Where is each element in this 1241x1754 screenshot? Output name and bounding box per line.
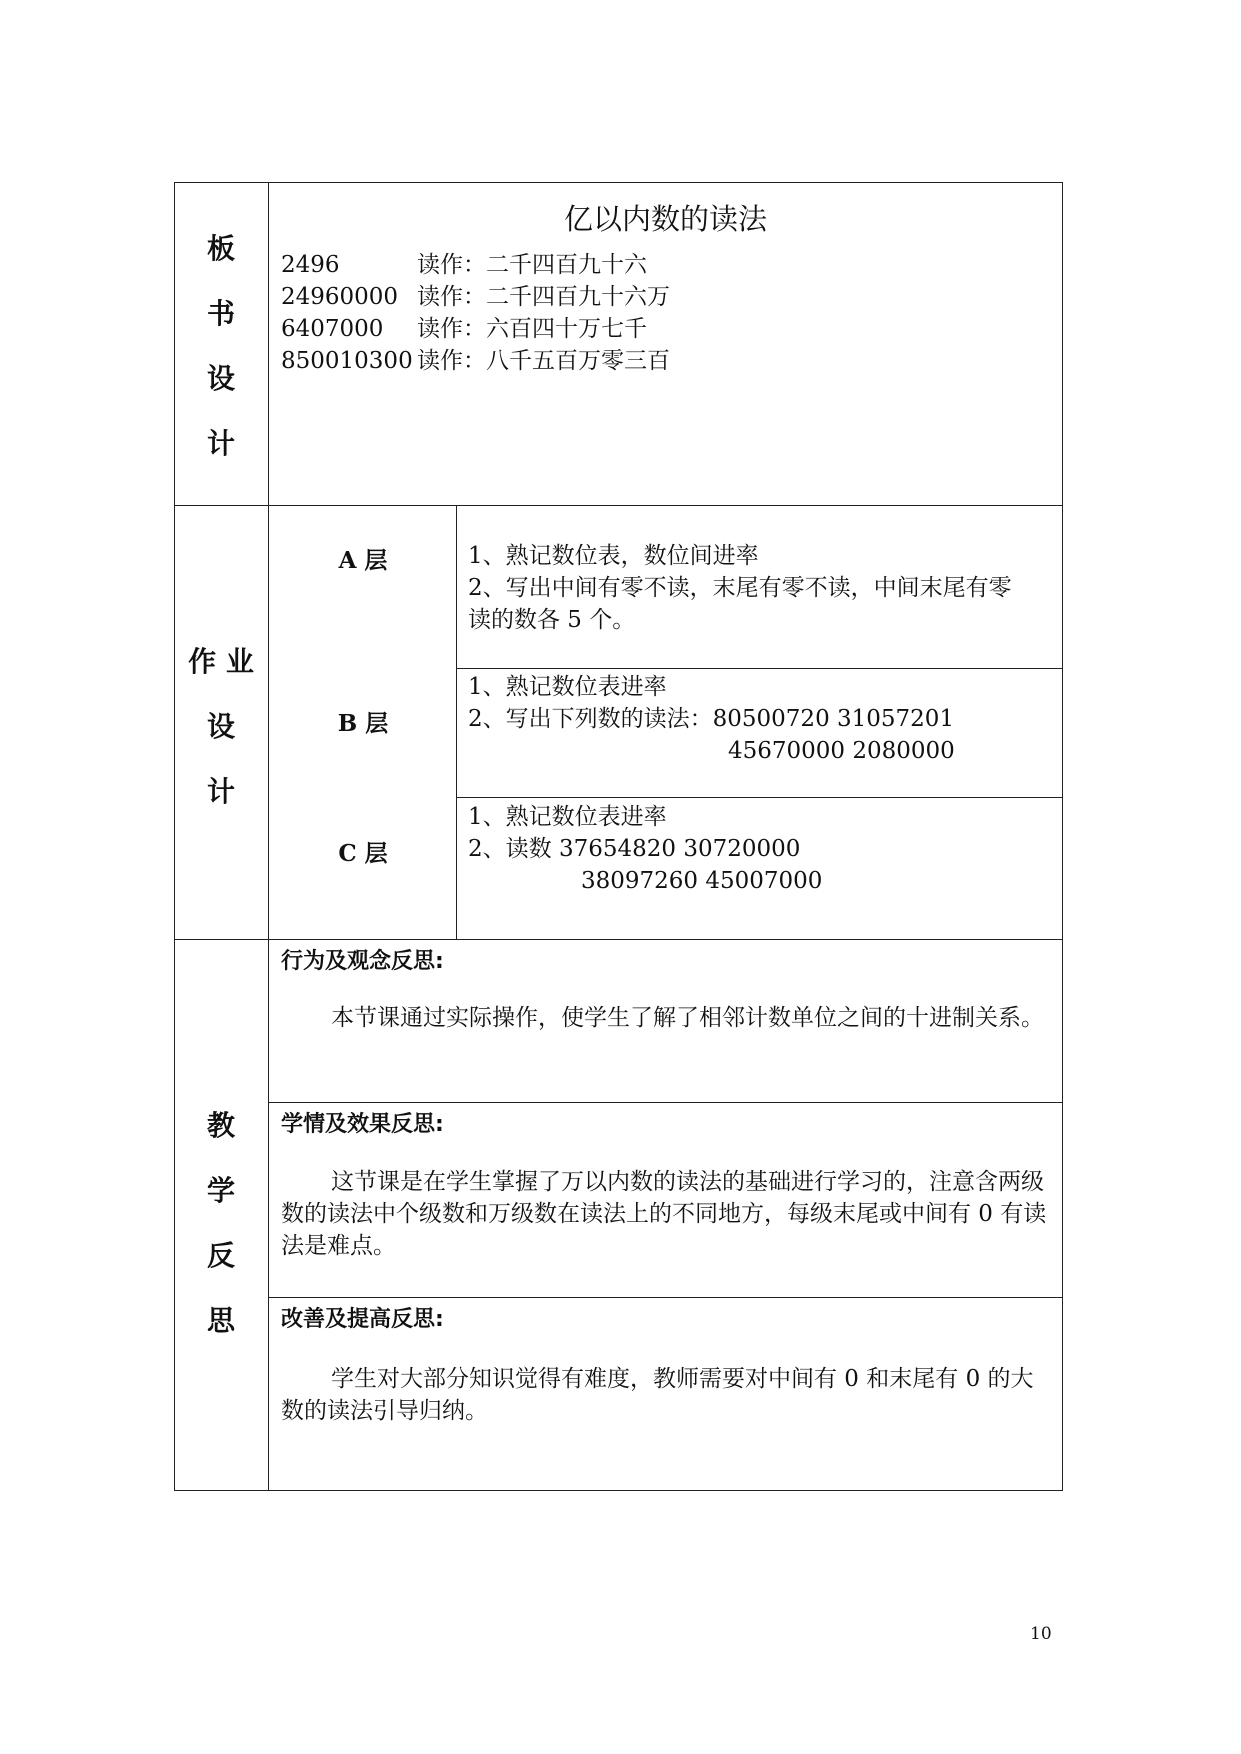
board-number: 24960000 bbox=[281, 284, 399, 310]
reflection-label-char: 教 bbox=[206, 1109, 235, 1142]
reflection-heading: 学情及效果反思: bbox=[281, 1112, 444, 1137]
reflection-label-char: 反 bbox=[206, 1239, 235, 1272]
layer-b-label: B 层 bbox=[337, 710, 389, 737]
reflection-text: 学生对大部分知识觉得有难度，教师需要对中间有 0 和末尾有 0 的大数的读法引导归纳。 bbox=[281, 1366, 1034, 1424]
board-number: 850010300 bbox=[281, 348, 413, 374]
layer-c-line: 2、读数 37654820 30720000 bbox=[468, 836, 801, 862]
board-reading: 读作：八千五百万零三百 bbox=[417, 348, 670, 374]
board-design-label bbox=[174, 182, 268, 505]
board-label-char: 书 bbox=[206, 297, 235, 330]
layer-c-line: 38097260 45007000 bbox=[581, 868, 823, 894]
layer-b-line: 1、熟记数位表进率 bbox=[468, 674, 667, 700]
divider-reflection-1-2 bbox=[268, 1102, 1063, 1103]
reflection-heading: 行为及观念反思: bbox=[281, 949, 444, 974]
reflection-heading: 改善及提高反思: bbox=[281, 1307, 444, 1332]
layer-b-line: 2、写出下列数的读法：80500720 31057201 bbox=[468, 706, 955, 732]
board-title: 亿以内数的读法 bbox=[563, 202, 767, 236]
board-reading: 读作：二千四百九十六 bbox=[417, 252, 647, 278]
layer-a-line: 1、熟记数位表，数位间进率 bbox=[468, 543, 759, 569]
homework-design-label bbox=[174, 505, 268, 939]
board-label-char: 计 bbox=[206, 427, 235, 460]
divider-board-homework bbox=[174, 505, 1063, 506]
layer-b-line: 45670000 2080000 bbox=[728, 738, 955, 764]
reflection-label-char: 学 bbox=[206, 1174, 235, 1207]
page-number: 10 bbox=[1030, 1624, 1052, 1644]
divider-layer-b-c bbox=[456, 797, 1063, 798]
layer-a-line: 2、写出中间有零不读，末尾有零不读，中间末尾有零 bbox=[468, 575, 1012, 601]
homework-label-line: 设 bbox=[206, 710, 235, 743]
reflection-text: 这节课是在学生掌握了万以内数的读法的基础进行学习的，注意含两级数的读法中个级数和万级数在读法上的不同地方，每级末尾或中间有 0 有读法是难点。 bbox=[281, 1169, 1047, 1259]
homework-label-line: 作 业 bbox=[188, 645, 254, 678]
board-reading: 读作：二千四百九十六万 bbox=[417, 284, 670, 310]
layer-a-line: 读的数各 5 个。 bbox=[468, 607, 636, 633]
layer-c-line: 1、熟记数位表进率 bbox=[468, 804, 667, 830]
board-label-char: 设 bbox=[206, 362, 235, 395]
divider-layer-a-b bbox=[456, 668, 1063, 669]
reflection-label bbox=[174, 939, 268, 1491]
board-reading: 读作：六百四十万七千 bbox=[417, 316, 647, 342]
layer-a-label: A 层 bbox=[338, 547, 388, 574]
reflection-text: 本节课通过实际操作，使学生了解了相邻计数单位之间的十进制关系。 bbox=[331, 1005, 1044, 1031]
board-label-char: 板 bbox=[206, 232, 235, 265]
homework-label-line: 计 bbox=[206, 775, 235, 808]
layer-c-label: C 层 bbox=[338, 840, 388, 867]
board-number: 2496 bbox=[281, 252, 340, 278]
board-number: 6407000 bbox=[281, 316, 384, 342]
divider-reflection-2-3 bbox=[268, 1297, 1063, 1298]
divider-homework-reflection bbox=[174, 939, 1063, 940]
reflection-label-char: 思 bbox=[206, 1304, 235, 1337]
